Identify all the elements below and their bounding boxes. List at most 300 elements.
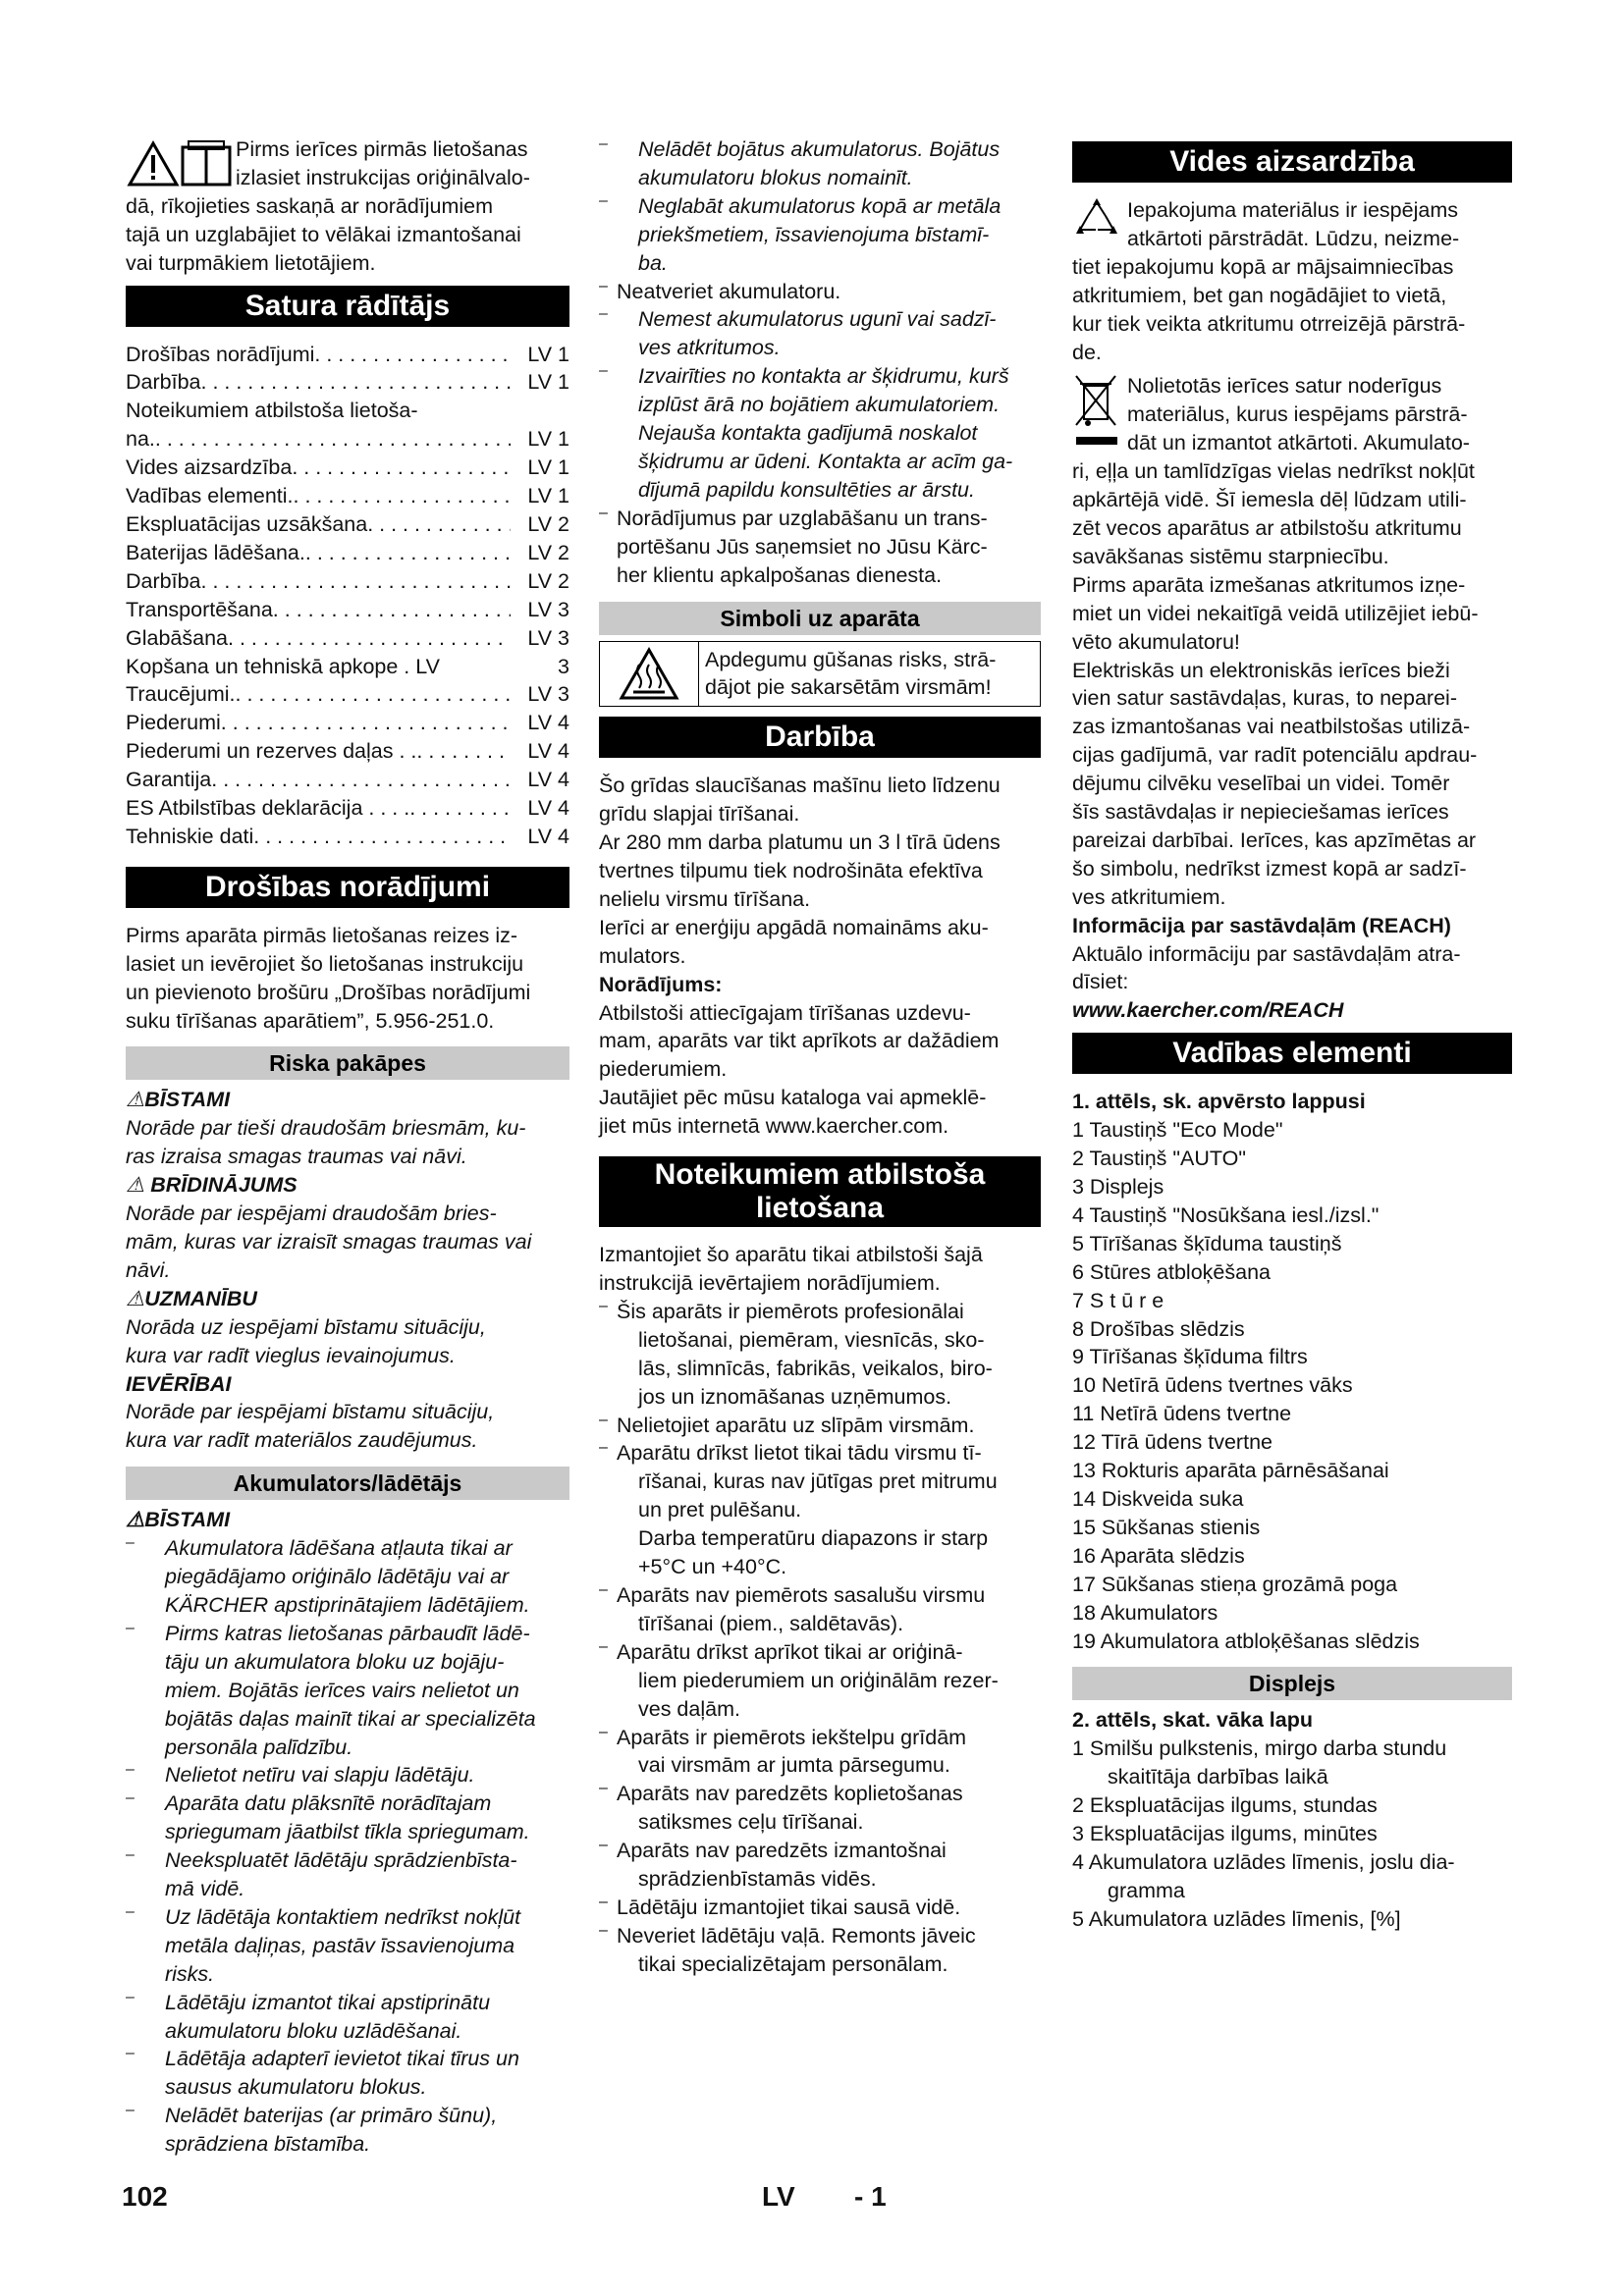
display-item	[1072, 1820, 1512, 1848]
toc-entry-title: Kopšana un tehniskā apkope . LV	[126, 654, 440, 678]
battery-item-line: dījumā papildu konsultēties ar ārstu.	[638, 477, 975, 502]
recycle-line: atkārtoti pārstrādāt. Lūdzu, neizme-	[1127, 226, 1460, 250]
controls-figure-ref: 1. attēls, sk. apvērsto lappusi	[1072, 1090, 1366, 1114]
weee-line: apkārtējā vidē. Šī iemesla dēļ lūdzam utili-	[1072, 488, 1467, 512]
battery-item-line: Norādījumus par uzglabāšanu un trans-	[617, 506, 988, 530]
battery-item-line: risks.	[165, 1961, 215, 1986]
battery-item-line: mā vidē.	[165, 1877, 245, 1901]
dash-bullet: –	[599, 191, 608, 209]
control-item: 2 Taustiņš "AUTO"	[1072, 1147, 1246, 1171]
dash-bullet: –	[599, 305, 608, 323]
dash-bullet: –	[599, 1439, 608, 1457]
control-item: 15 Sūkšanas stienis	[1072, 1515, 1261, 1539]
toc-entry	[126, 482, 569, 510]
operation-line: Šo grīdas slaucīšanas mašīnu lieto līdzenu	[599, 774, 1001, 798]
toc-entry-title: Baterijas lādēšana.	[126, 540, 305, 564]
dash-bullet: –	[599, 1723, 608, 1740]
battery-item	[599, 135, 1041, 192]
toc-entry-title: Tehniskie dati	[126, 824, 254, 848]
intro-line: vai turpmākiem lietotājiem.	[126, 250, 376, 275]
weee-line: zēt vecos aparātus ar atbilstošu atkritumu	[1072, 515, 1462, 540]
dash-bullet: –	[126, 1761, 135, 1779]
battery-item-line: personāla palīdzību.	[165, 1735, 353, 1759]
controls-title: Vadības elementi	[1072, 1033, 1512, 1074]
intended-use-intro	[599, 1241, 1041, 1298]
weee-line: šīs sastāvdaļas ir nepieciešamas ierīces	[1072, 800, 1449, 825]
battery-item-line: miem. Bojātās ierīces vairs nelietot un	[165, 1678, 519, 1702]
dash-bullet: –	[126, 2102, 135, 2119]
control-item: 8 Drošības slēdzis	[1072, 1316, 1245, 1341]
control-item: 5 Tīrīšanas šķīduma taustiņš	[1072, 1231, 1342, 1255]
battery-item	[126, 1789, 569, 1846]
intended-use-title: Noteikumiem atbilstoša lietošana	[599, 1156, 1041, 1227]
battery-item-line: spriegumam jāatbilst tīkla spriegumam.	[165, 1820, 530, 1844]
toc-entry-title: Piederumi	[126, 711, 221, 735]
note-line: Jautājiet pēc mūsu kataloga vai apmeklē-	[599, 1086, 987, 1110]
battery-item-line: Nemest akumulatorus ugunī vai sadzī-	[638, 307, 997, 332]
note-line: Atbilstoši attiecīgajam tīrīšanas uzdevu-	[599, 1000, 971, 1025]
crossed-bin-icon	[1072, 372, 1127, 454]
intended-use-item-line: vai virsmām ar jumta pārsegumu.	[638, 1753, 950, 1778]
risk-text: kura var radīt vieglus ievainojumus.	[126, 1343, 456, 1367]
control-item: 7 S t ū r e	[1072, 1288, 1164, 1312]
toc-entry-page: LV 1	[527, 427, 569, 452]
language-code: LV	[762, 2181, 795, 2212]
risk-heading-text: UZMANĪBU	[144, 1286, 257, 1310]
toc-entry	[126, 680, 569, 709]
hot-surface-icon	[600, 642, 699, 707]
battery-item-line: izplūst ārā no bojātiem akumulatoriem.	[638, 393, 1001, 417]
intended-use-item-line: lietošanai, piemēram, viesnīcās, sko-	[638, 1327, 985, 1352]
intro-line: izlasiet instrukcijas oriģinālvalo-	[236, 165, 530, 189]
display-item-line: gramma	[1108, 1878, 1185, 1902]
intended-use-item	[599, 1724, 1041, 1781]
display-item	[1072, 1791, 1512, 1820]
recycle-line: tiet iepakojumu kopā ar mājsaimniecības	[1072, 254, 1454, 279]
risk-heading	[126, 1285, 569, 1313]
toc-entry	[126, 766, 569, 794]
dash-bullet: –	[126, 1846, 135, 1864]
battery-item-line: ves atkritumos.	[638, 336, 781, 360]
section-page-number: - 1	[854, 2181, 887, 2212]
battery-item	[599, 278, 1041, 306]
warning-icon: ⚠	[126, 1508, 145, 1532]
dash-bullet: –	[599, 277, 608, 294]
recycling-block	[1072, 196, 1512, 253]
battery-item-line: Aparāta datu plāksnītē norādītajam	[165, 1791, 492, 1816]
intro-line: dā, rīkojieties saskaņā ar norādījumiem	[126, 193, 494, 218]
safety-line: suku tīrīšanas aparātiem”, 5.956-251.0.	[126, 1008, 495, 1033]
toc-entry-title: Traucējumi.	[126, 682, 236, 707]
battery-item	[126, 2102, 569, 2159]
battery-item-line: priekšmetiem, īssavienojuma bīstamī-	[638, 222, 990, 246]
intended-use-item-line: Aparāts nav piemērots sasalušu virsmu	[617, 1582, 986, 1607]
operation-line: grīdu slapjai tīrīšanai.	[599, 802, 800, 827]
battery-item-line: portēšanu Jūs saņemsiet no Jūsu Kärc-	[617, 534, 988, 559]
toc-entry	[126, 341, 569, 369]
toc-leader	[253, 823, 511, 851]
battery-item-line: Lādētāja adapterī ievietot tikai tīrus un	[165, 2047, 519, 2071]
intended-use-item	[599, 1638, 1041, 1724]
intended-use-item-line: liem piederumiem un oriģinālām rezer-	[638, 1668, 999, 1692]
risk-text: nāvi.	[126, 1257, 171, 1282]
control-item: 12 Tīrā ūdens tvertne	[1072, 1430, 1272, 1455]
control-item: 14 Diskveida suka	[1072, 1486, 1244, 1511]
intended-use-item-line: tīrīšanai (piem., saldētavās).	[638, 1611, 904, 1635]
column-2	[599, 135, 1041, 1979]
risk-heading-text: BĪSTAMI	[144, 1088, 231, 1112]
intended-use-item	[599, 1894, 1041, 1922]
environment-title: Vides aizsardzība	[1072, 141, 1512, 183]
risk-levels	[126, 1086, 569, 1455]
toc-leader	[221, 709, 511, 737]
intended-use-item-line: tikai specializētajam personālam.	[638, 1951, 948, 1976]
intended-use-item	[599, 1439, 1041, 1581]
risk-heading	[126, 1171, 569, 1200]
note-heading: Norādījums:	[599, 972, 723, 996]
intended-use-item-line: Nelietojiet aparātu uz slīpām virsmām.	[617, 1413, 975, 1437]
control-item: 16 Aparāta slēdzis	[1072, 1543, 1245, 1568]
hot-surface-warning	[599, 641, 1041, 708]
battery-item	[126, 2045, 569, 2102]
dash-bullet: –	[599, 1780, 608, 1797]
toc-leader	[367, 510, 511, 539]
battery-item	[126, 1989, 569, 2046]
controls-list	[1072, 1116, 1512, 1655]
toc-entry	[126, 794, 569, 823]
weee-line: dējumu cilvēku veselībai un videi. Tomēr	[1072, 772, 1450, 796]
toc-entry-page: LV 1	[527, 484, 569, 508]
control-item: 19 Akumulatora atbloķēšanas slēdzis	[1072, 1629, 1420, 1653]
note-line: jiet mūs internetā www.kaercher.com.	[599, 1114, 949, 1139]
toc-entry-page: LV 4	[527, 711, 569, 735]
toc-entry-page: LV 2	[527, 568, 569, 593]
toc-entry	[126, 368, 569, 397]
toc-entry	[126, 454, 569, 482]
weee-line: ves atkritumiem.	[1072, 884, 1226, 909]
weee-line: Nolietotās ierīces satur noderīgus	[1127, 374, 1442, 399]
weee-line: savākšanas sistēmu starpniecību.	[1072, 544, 1389, 568]
reach-link[interactable]: www.kaercher.com/REACH	[1072, 998, 1344, 1023]
toc-entry	[126, 709, 569, 737]
toc-entry-page: LV 2	[527, 511, 569, 536]
warning-icon: ⚠	[126, 1286, 145, 1310]
battery-item-line: Neglabāt akumulatorus kopā ar metāla	[638, 193, 1001, 218]
dash-bullet: –	[599, 1411, 608, 1428]
intended-use-item-line: ves daļām.	[638, 1696, 740, 1721]
toc-entry	[126, 596, 569, 624]
weee-line: vēto akumulatoru!	[1072, 629, 1240, 654]
toc-leader	[294, 482, 511, 510]
column-1	[126, 135, 569, 2159]
battery-item-line: sprādziena bīstamība.	[165, 2132, 371, 2157]
toc-entry-page: LV 1	[527, 370, 569, 395]
control-item: 10 Netīrā ūdens tvertnes vāks	[1072, 1373, 1353, 1398]
toc-leader	[211, 766, 511, 794]
display-list	[1072, 1735, 1512, 1933]
dash-bullet: –	[126, 1534, 135, 1552]
intended-use-item-line: satiksmes ceļu tīrīšanai.	[638, 1810, 864, 1835]
weee-line: pareizai darbībai. Ierīces, kas apzīmētas ar	[1072, 828, 1477, 852]
risk-text: ras izraisa smagas traumas vai nāvi.	[126, 1145, 467, 1169]
battery-item-line: Akumulatora lādēšana atļauta tikai ar	[165, 1536, 513, 1561]
hot-surface-text: Apdegumu gūšanas risks, strā-	[705, 647, 997, 671]
display-item-line: skaitītāja darbības laikā	[1108, 1765, 1328, 1789]
battery-charger-title: Akumulators/lādētājs	[126, 1467, 569, 1500]
toc-entry-title: Piederumi un rezerves daļas . .	[126, 739, 417, 764]
recycle-line: atkritumiem, bet gan nogādājiet to vietā,	[1072, 283, 1447, 307]
risk-text: Norāda uz iespējami bīstamu situāciju,	[126, 1314, 486, 1339]
intended-use-item-line: Aparāts ir piemērots iekštelpu grīdām	[617, 1725, 967, 1749]
display-item-line: 1 Smilšu pulkstenis, mirgo darba stundu	[1072, 1736, 1447, 1761]
risk-text: mām, kuras var izraisīt smagas traumas vai	[126, 1230, 532, 1254]
intended-use-item-line: sprādzienbīstamās vidēs.	[638, 1867, 877, 1892]
toc-entry	[126, 539, 569, 567]
battery-item-line: Nelietot netīru vai slapju lādētāju.	[165, 1763, 475, 1788]
weee-line: Elektriskās un elektroniskās ierīces bieži	[1072, 658, 1450, 682]
toc-leader	[236, 680, 511, 709]
control-item: 17 Sūkšanas stieņa grozāmā poga	[1072, 1572, 1398, 1596]
note-line: piederumiem.	[599, 1057, 728, 1082]
battery-item-line: KÄRCHER apstiprinātajiem lādētājiem.	[165, 1592, 530, 1617]
toc-entry-title: Vides aizsardzība	[126, 455, 293, 480]
recycle-line: Iepakojuma materiālus ir iespējams	[1127, 198, 1458, 222]
note-line: mam, aparāts var tikt aprīkots ar dažādiem	[599, 1029, 1000, 1053]
toc-title: Satura rādītājs	[126, 286, 569, 327]
dash-bullet: –	[599, 504, 608, 521]
operation-line: Ar 280 mm darba platumu un 3 l tīrā ūdens	[599, 830, 1001, 855]
dash-bullet: –	[599, 1580, 608, 1598]
toc-gap	[440, 653, 499, 681]
toc-leader	[201, 368, 512, 397]
toc-entry-page: LV 1	[527, 342, 569, 366]
weee-line: miet un videi nekaitīgā veidā utilizējiet iebū-	[1072, 601, 1479, 625]
intended-use-item-line: Aparāts nav paredzēts koplietošanas	[617, 1782, 963, 1806]
weee-line: materiālus, kurus iespējams pārstrā-	[1127, 402, 1468, 427]
intended-use-list	[599, 1298, 1041, 1979]
intro-line: Pirms ierīces pirmās lietošanas	[236, 137, 528, 161]
control-item: 4 Taustiņš "Nosūkšana iesl./izsl."	[1072, 1202, 1380, 1227]
dash-bullet: –	[126, 1619, 135, 1636]
battery-item-line: Pirms katras lietošanas pārbaudīt lādē-	[165, 1621, 530, 1645]
risk-text: Norāde par tieši draudošām briesmām, ku-	[126, 1116, 526, 1141]
intended-use-item	[599, 1922, 1041, 1979]
operation-line: Ierīci ar enerģiju apgādā nomaināms aku-	[599, 915, 989, 939]
intended-use-item-line: Lādētāju izmantojiet tikai sausā vidē.	[617, 1895, 961, 1919]
recycle-icon	[1072, 196, 1127, 249]
toc-entry-title: Darbība	[126, 370, 201, 395]
intended-use-item-line: Šis aparāts ir piemērots profesionālai	[617, 1299, 964, 1323]
weee-line: šo simbolu, nedrīkst izmest kopā ar sadzī-	[1072, 856, 1467, 881]
risk-levels-title: Riska pakāpes	[126, 1046, 569, 1080]
dash-bullet: –	[126, 1988, 135, 2005]
toc-leader	[228, 624, 511, 653]
risk-text: kura var radīt materiālos zaudējumus.	[126, 1428, 478, 1453]
battery-item-line: Nejauša kontakta gadījumā noskalot	[638, 421, 978, 446]
toc-entry-page: LV 2	[527, 540, 569, 564]
intended-use-item	[599, 1581, 1041, 1638]
intended-use-item-line: rīšanai, kuras nav jūtīgas pret mitrumu	[638, 1469, 998, 1494]
table-of-contents	[126, 341, 569, 851]
recycle-line: de.	[1072, 340, 1102, 364]
display-title: Displejs	[1072, 1667, 1512, 1700]
dash-bullet: –	[599, 362, 608, 380]
intended-use-item	[599, 1412, 1041, 1440]
toc-entry-title: Noteikumiem atbilstoša lietoša-	[126, 399, 418, 423]
dash-bullet: –	[126, 1789, 135, 1807]
toc-leader	[416, 737, 511, 766]
battery-item-line: Neatveriet akumulatoru.	[617, 279, 841, 303]
dash-bullet: –	[126, 2045, 135, 2062]
toc-entry-page: LV 1	[527, 455, 569, 480]
battery-item-line: akumulatoru bloku uzlādēšanai.	[165, 2018, 462, 2043]
toc-entry-title: ES Atbilstības deklarācija . . . .	[126, 796, 410, 821]
weee-line: ri, eļļa un tamlīdzīgas vielas nedrīkst nokļūt	[1072, 459, 1475, 484]
display-item-line: 5 Akumulatora uzlādes līmenis, [%]	[1072, 1906, 1401, 1931]
battery-item-line: Izvairīties no kontakta ar šķidrumu, kurš	[638, 364, 1009, 389]
note-text	[599, 999, 1041, 1142]
battery-item-line: bojātās daļas mainīt tikai ar specializēta	[165, 1706, 536, 1731]
toc-entry	[126, 397, 569, 425]
battery-item	[126, 1534, 569, 1620]
safety-text	[126, 922, 569, 1036]
intended-use-item-line: Aparātu drīkst aprīkot tikai ar oriģinā-	[617, 1639, 963, 1664]
intended-use-item	[599, 1298, 1041, 1412]
control-item: 11 Netīrā ūdens tvertne	[1072, 1402, 1292, 1426]
dash-bullet: –	[599, 1837, 608, 1854]
risk-text: Norāde par iespējami draudošām bries-	[126, 1201, 497, 1226]
toc-entry	[126, 567, 569, 596]
battery-item	[126, 1846, 569, 1903]
risk-heading	[126, 1370, 569, 1399]
hot-surface-text: dājot pie sakarsētām virsmām!	[705, 675, 992, 700]
display-item-line: 3 Ekspluatācijas ilgums, minūtes	[1072, 1822, 1378, 1846]
intended-use-item-line: Aparātu drīkst lietot tikai tādu virsmu tī-	[617, 1441, 982, 1466]
battery-item-line: Nelādēt bojātus akumulatorus. Bojātus	[638, 137, 1001, 161]
toc-leader	[292, 454, 511, 482]
battery-item-line: Neekspluatēt lādētāju sprādzienbīsta-	[165, 1848, 517, 1873]
dash-bullet: –	[126, 1902, 135, 1920]
warning-book-icons	[126, 135, 236, 190]
battery-item	[599, 192, 1041, 278]
battery-item	[599, 505, 1041, 590]
display-figure-ref: 2. attēls, skat. vāka lapu	[1072, 1708, 1313, 1733]
safety-line: Pirms aparāta pirmās lietošanas reizes iz-	[126, 923, 518, 947]
intro-line: tajā un uzglabājiet to vēlākai izmantošanai	[126, 222, 521, 246]
battery-item-line: akumulatoru blokus nomainīt.	[638, 165, 913, 189]
battery-item-line: piegādājamo oriģinālo lādētāju vai ar	[165, 1565, 510, 1589]
reach-line: Aktuālo informāciju par sastāvdaļām atra-	[1072, 941, 1461, 966]
control-item: 13 Rokturis aparāta pārnēsāšanai	[1072, 1459, 1389, 1483]
battery-item	[599, 305, 1041, 362]
reach-line: dīsiet:	[1072, 970, 1129, 994]
toc-leader	[314, 341, 511, 369]
toc-entry-title: Transportēšana	[126, 597, 273, 621]
dash-bullet: –	[599, 1637, 608, 1655]
weee-line: vien satur sastāvdaļas, kuras, to neparei-	[1072, 686, 1457, 711]
battery-item-line: her klientu apkalpošanas dienesta.	[617, 562, 943, 587]
weee-line: Pirms aparāta izmešanas atkritumos izņe-	[1072, 572, 1466, 597]
toc-leader	[201, 567, 512, 596]
dash-bullet: –	[599, 1921, 608, 1939]
toc-entry-page: LV 4	[527, 739, 569, 764]
intended-use-line: instrukcijā ievērtajiem norādījumiem.	[599, 1271, 941, 1295]
display-item-line: 2 Ekspluatācijas ilgums, stundas	[1072, 1793, 1378, 1818]
battery-item-line: tāju un akumulatora bloku uz bojāju-	[165, 1649, 505, 1674]
control-item: 1 Taustiņš "Eco Mode"	[1072, 1118, 1283, 1143]
display-item-line: 4 Akumulatora uzlādes līmenis, joslu dia-	[1072, 1849, 1455, 1874]
control-item: 6 Stūres atbloķēšana	[1072, 1259, 1271, 1284]
operation-line: nelielu virsmu tīrīšana.	[599, 886, 811, 911]
toc-entry	[126, 425, 569, 454]
battery-item-line: ba.	[638, 250, 668, 275]
risk-text: Norāde par iespējami bīstamu situāciju,	[126, 1400, 495, 1424]
toc-entry-title: Vadības elementi.	[126, 484, 294, 508]
toc-leader	[305, 539, 511, 567]
recycle-line: kur tiek veikta atkritumu otrreizējā pārstrā-	[1072, 311, 1466, 336]
weee-line: dāt un izmantot atkārtoti. Akumulato-	[1127, 431, 1470, 455]
toc-entry	[126, 624, 569, 653]
battery-item	[599, 362, 1041, 505]
display-item	[1072, 1848, 1512, 1905]
safety-title: Drošības norādījumi	[126, 867, 569, 908]
battery-item-line: metāla daļiņas, pastāv īssavienojuma	[165, 1933, 515, 1957]
toc-entry	[126, 737, 569, 766]
intended-use-item-line: un pret pulēšanu.	[638, 1498, 802, 1522]
toc-entry-page: LV 3	[527, 597, 569, 621]
intended-use-item	[599, 1837, 1041, 1894]
page-number: 102	[122, 2181, 168, 2212]
dash-bullet: –	[599, 135, 608, 152]
warning-icon: ⚠	[126, 1173, 145, 1198]
toc-leader	[409, 794, 511, 823]
toc-entry-page: LV 4	[527, 768, 569, 792]
dash-bullet: –	[599, 1893, 608, 1910]
toc-entry-page: 3	[558, 654, 569, 678]
weee-text	[1072, 457, 1512, 912]
operation-text	[599, 772, 1041, 970]
toc-entry-page: LV 3	[527, 682, 569, 707]
safety-line: un pievienoto brošūru „Drošības norādījumi	[126, 980, 531, 1004]
column-3	[1072, 135, 1512, 1934]
toc-entry-title: na.	[126, 427, 155, 452]
toc-entry-title: Ekspluatācijas uzsākšana	[126, 511, 368, 536]
battery-item-line: Nelādēt baterijas (ar primāro šūnu),	[165, 2104, 498, 2128]
battery-item-line: sausus akumulatoru blokus.	[165, 2075, 427, 2100]
intended-use-line: Izmantojiet šo aparātu tikai atbilstoši šajā	[599, 1243, 983, 1267]
risk-heading	[126, 1086, 569, 1114]
toc-entry-title: Drošības norādījumi	[126, 342, 315, 366]
intended-use-item-line: Aparāts nav paredzēts izmantošnai	[617, 1839, 947, 1863]
intended-use-item-line: +5°C un +40°C.	[638, 1555, 787, 1579]
risk-heading-text: IEVĒRĪBAI	[126, 1371, 232, 1396]
weee-line: zas izmantošanas vai neatbilstošas utilizā-	[1072, 715, 1471, 739]
toc-entry-title: Darbība	[126, 568, 201, 593]
operation-line: tvertnes tilpumu tiek nodrošināta efektīva	[599, 859, 983, 883]
battery-list-continued	[599, 135, 1041, 590]
toc-entry-page: LV 4	[527, 796, 569, 821]
toc-leader	[273, 596, 511, 624]
control-item: 9 Tīrīšanas šķīduma filtrs	[1072, 1345, 1308, 1369]
intended-use-item	[599, 1780, 1041, 1837]
intro-block	[126, 135, 569, 192]
battery-charger-list	[126, 1534, 569, 2159]
toc-entry-title: Garantija	[126, 768, 212, 792]
reach-heading: Informācija par sastāvdaļām (REACH)	[1072, 913, 1451, 937]
toc-entry	[126, 653, 569, 681]
battery-item-line: Uz lādētāja kontaktiem nedrīkst nokļūt	[165, 1904, 521, 1929]
intended-use-item-line: Darba temperatūru diapazons ir starp	[638, 1526, 989, 1551]
